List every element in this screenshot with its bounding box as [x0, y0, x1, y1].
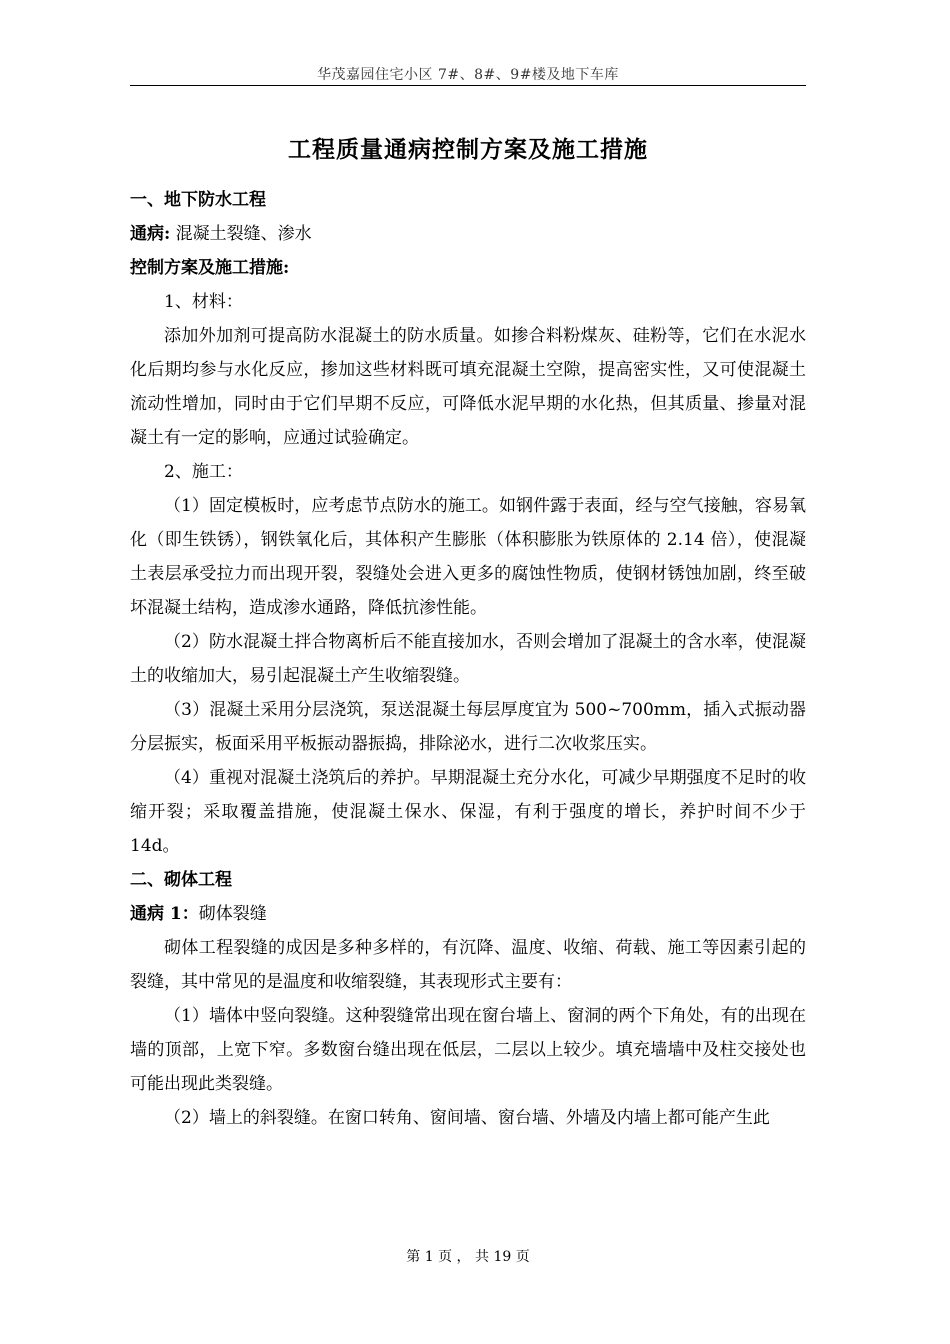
- header-rule: [130, 85, 806, 86]
- page-header: 华茂嘉园住宅小区 7#、8#、9#楼及地下车库: [317, 67, 619, 83]
- subheading-materials: 1、材料：: [164, 292, 243, 312]
- paragraph-masonry-1: （1）墙体中竖向裂缝。这种裂缝常出现在窗台墙上、窗洞的两个下角处，有的出现在墙的顶部，上宽下窄。多数窗台缝出现在低层，二层以上较少。填充墙墙中及柱交接处也可能出现此类裂缝。: [130, 1006, 806, 1094]
- paragraph-construction-1: （1）固定模板时，应考虑节点防水的施工。如钢件露于表面，经与空气接触，容易氧化（即生铁锈），钢铁氧化后，其体积产生膨胀（体积膨胀为铁原体的 2.14 倍），使混凝土表层承受拉力而出现开裂，裂缝处会进入更多的腐蚀性物质，使钢材锈蚀加剧，终至破坏混凝土结构，造成渗水通路，降低抗渗性能。: [130, 496, 806, 618]
- section-heading-masonry: 二、砌体工程: [130, 870, 232, 890]
- paragraph-materials: 添加外加剂可提高防水混凝土的防水质量。如掺合料粉煤灰、硅粉等，它们在水泥水化后期均参与水化反应，掺加这些材料既可填充混凝土空隙，提高密实性，又可使混凝土流动性增加，同时由于它们早期不反应，可降低水泥早期的水化热，但其质量、掺量对混凝土有一定的影响，应通过试验确定。: [130, 326, 806, 448]
- defect-text: 混凝土裂缝、渗水: [170, 224, 312, 244]
- section-heading-waterproofing: 一、地下防水工程: [130, 190, 266, 210]
- subheading-construction: 2、施工：: [164, 462, 243, 482]
- document-body: [130, 183, 806, 1135]
- paragraph-construction-4: （4）重视对混凝土浇筑后的养护。早期混凝土充分水化，可减少早期强度不足时的收缩开裂；采取覆盖措施，使混凝土保水、保湿，有利于强度的增长，养护时间不少于 14d。: [130, 768, 806, 856]
- page-footer: 第 1 页 ， 共 19 页: [406, 1249, 530, 1265]
- paragraph-construction-2: （2）防水混凝土拌合物离析后不能直接加水，否则会增加了混凝土的含水率，使混凝土的收缩加大，易引起混凝土产生收缩裂缝。: [130, 632, 806, 686]
- measures-label: 控制方案及施工措施:: [130, 258, 290, 278]
- defect-text-masonry: 砌体裂缝: [198, 904, 267, 924]
- defect-line-masonry: [130, 897, 806, 931]
- paragraph-construction-3: （3）混凝土采用分层浇筑，泵送混凝土每层厚度宜为 500~700mm，插入式振动器分层振实，板面采用平板振动器振捣，排除泌水，进行二次收浆压实。: [130, 700, 806, 754]
- defect-label-masonry: 通病 1：: [130, 904, 199, 924]
- paragraph-masonry-intro: 砌体工程裂缝的成因是多种多样的，有沉降、温度、收缩、荷载、施工等因素引起的裂缝，其中常见的是温度和收缩裂缝，其表现形式主要有：: [130, 938, 806, 992]
- document-title: 工程质量通病控制方案及施工措施: [288, 136, 648, 163]
- paragraph-masonry-2: （2）墙上的斜裂缝。在窗口转角、窗间墙、窗台墙、外墙及内墙上都可能产生此: [164, 1108, 770, 1128]
- defect-label: 通病:: [130, 224, 171, 244]
- defect-line: [130, 217, 806, 251]
